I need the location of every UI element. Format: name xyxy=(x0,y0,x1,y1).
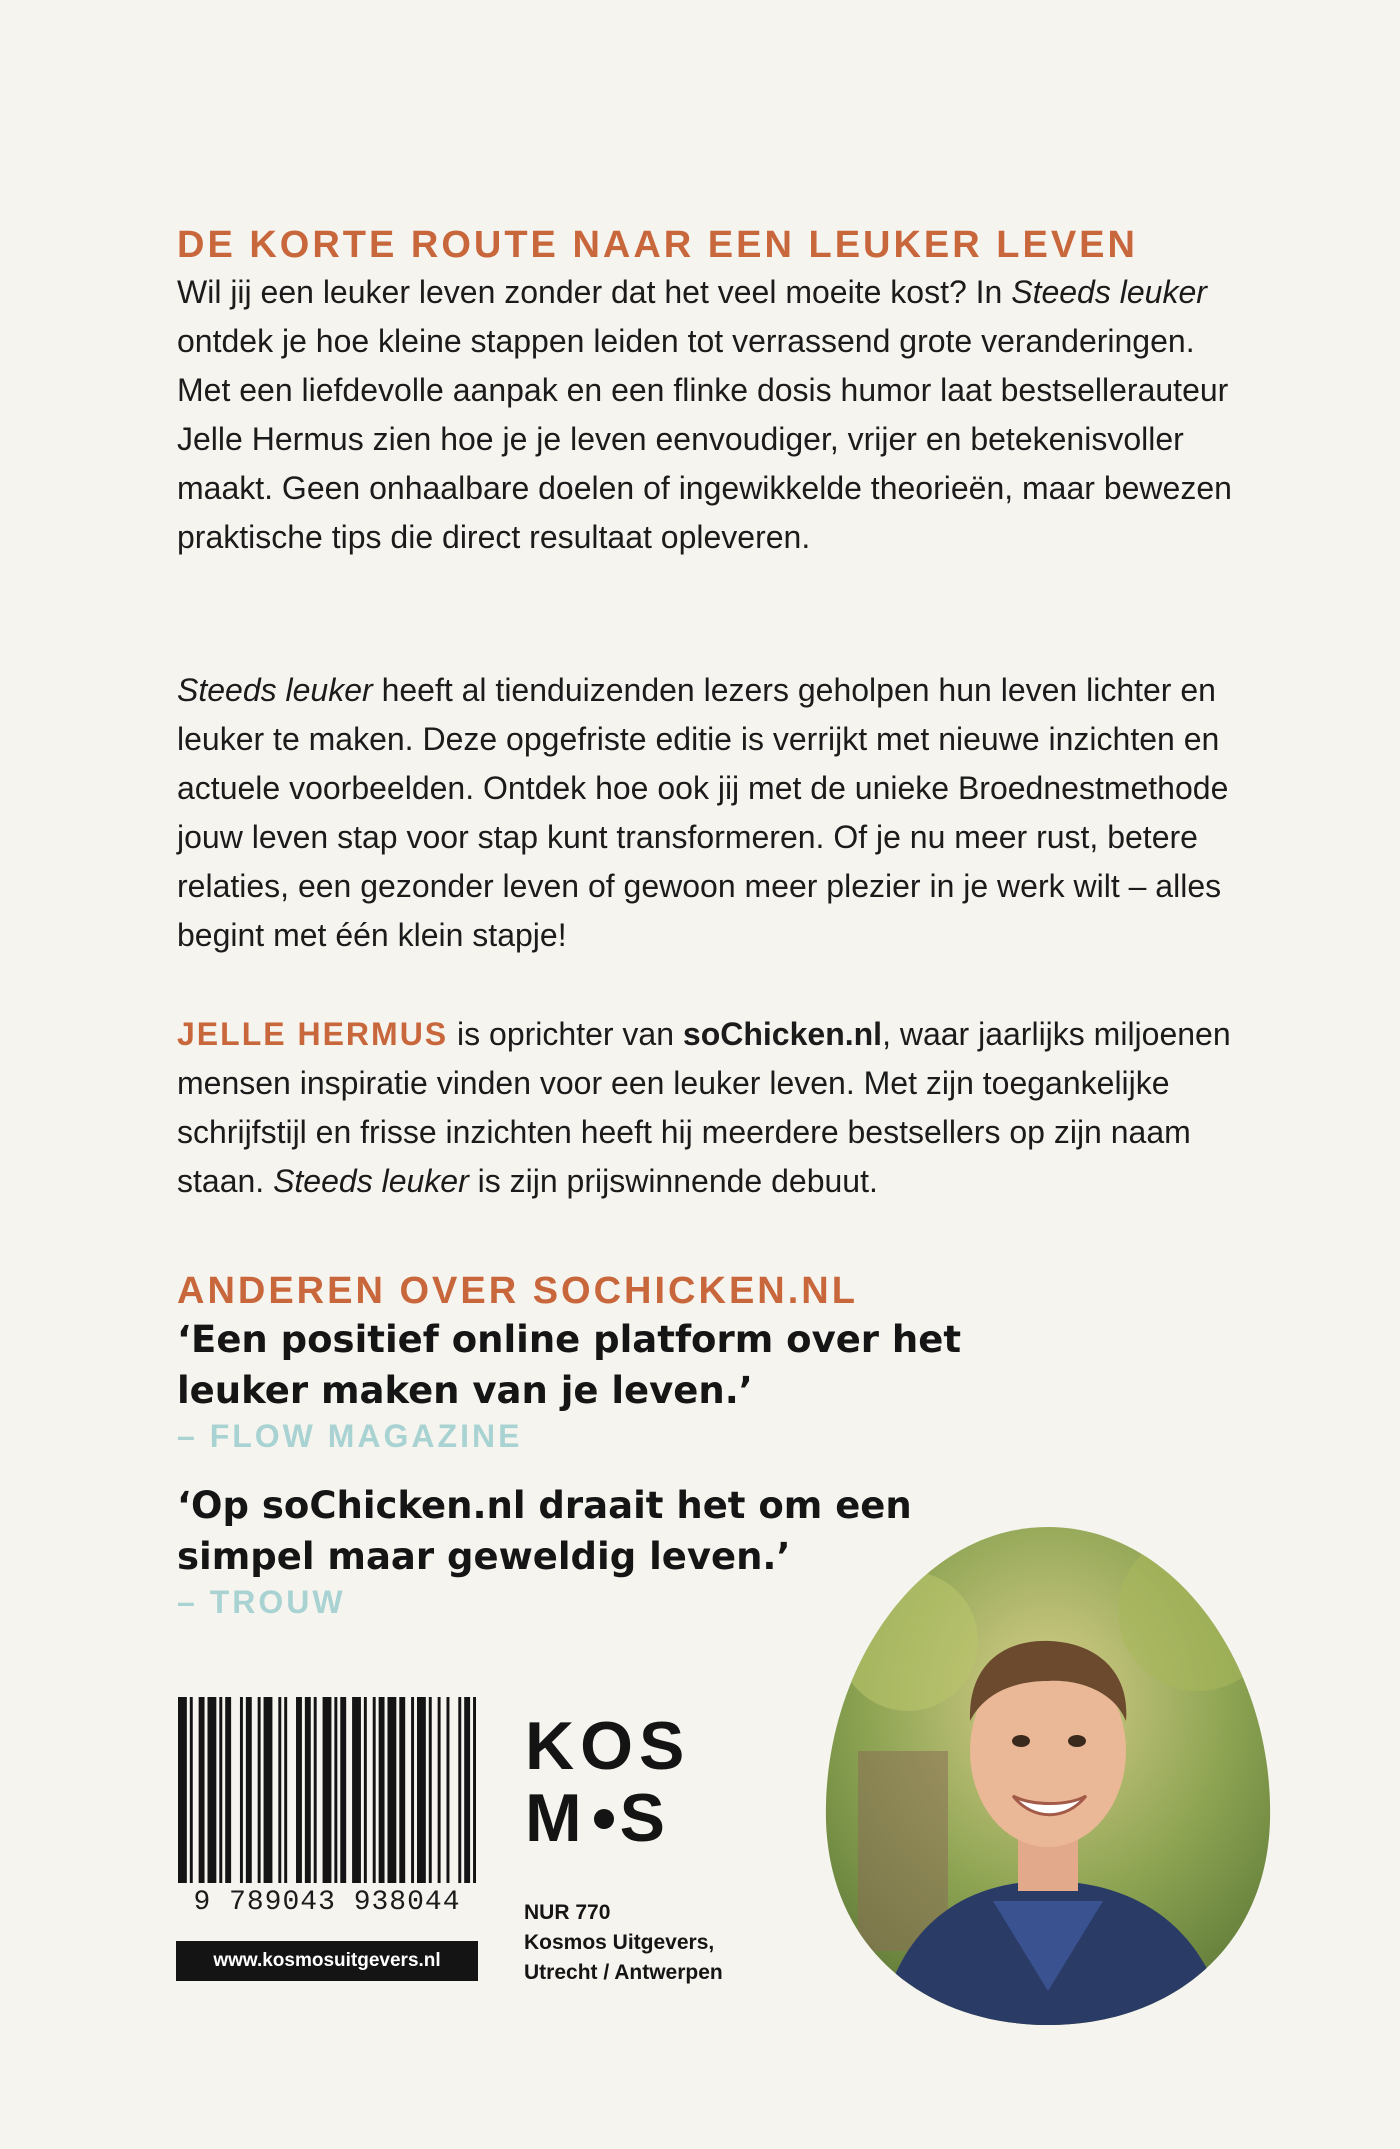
author-paragraph: JELLE HERMUS is oprichter van soChicken.nl, waar jaarlijks miljoenen mensen inspiratie vinden voor een leuker leven. Met zijn toegankelijke schrijfstijl en frisse inzichten heeft hij meerdere bestsellers op zijn naam staan. Steeds leuker is zijn prijswinnende debuut. xyxy=(177,1016,1231,1199)
intro-section xyxy=(177,222,1237,562)
barcode xyxy=(176,1697,478,1887)
publisher-name: Kosmos Uitgevers, xyxy=(524,1931,715,1954)
kosmos-logo xyxy=(525,1708,691,1856)
review-source-1: – FLOW MAGAZINE xyxy=(177,1418,523,1454)
intro-paragraph-1: Wil jij een leuker leven zonder dat het veel moeite kost? In Steeds leuker ontdek je hoe kleine stappen leiden tot verrassend grote veranderingen. Met een liefdevolle aanpak en een flinke dosis humor laat bestsellerauteur Jelle Hermus zien hoe je je leven eenvoudiger, vrijer en betekenisvoller maakt. Geen onhaalbare doelen of ingewikkelde theorieën, maar bewezen praktische tips die direct resultaat opleveren. xyxy=(177,274,1232,555)
review-source-2: – TROUW xyxy=(177,1584,346,1620)
intro-paragraph-2: Steeds leuker heeft al tienduizenden lezers geholpen hun leven lichter en leuker te maken. Deze opgefriste editie is verrijkt met nieuwe inzichten en actuele voorbeelden. Ontdek hoe ook jij met de unieke Broednestmethode jouw leven stap voor stap kunt transformeren. Of je nu meer rust, betere relaties, een gezonder leven of gewoon meer plezier in je werk wilt – alles begint met één klein stapje! xyxy=(177,672,1229,953)
intro-paragraph-2-block xyxy=(177,666,1237,960)
reviews-heading: ANDEREN OVER SOCHICKEN.NL xyxy=(177,1270,858,1312)
logo-line-2: M S xyxy=(525,1780,672,1856)
review-quote-2: ‘Op soChicken.nl draait het om een simpel maar geweldig leven.’ xyxy=(177,1484,912,1578)
intro-heading: DE KORTE ROUTE NAAR EEN LEUKER LEVEN xyxy=(177,224,1138,266)
imprint-info xyxy=(524,1898,744,1988)
nur-code: NUR 770 xyxy=(524,1901,611,1924)
review-quote-1: ‘Een positief online platform over het leuker maken van je leven.’ xyxy=(177,1318,962,1412)
logo-line-1: KOS xyxy=(525,1708,691,1784)
author-bio xyxy=(177,1010,1237,1206)
logo-dot xyxy=(594,1809,614,1829)
author-name: JELLE HERMUS xyxy=(177,1016,449,1052)
publisher-url: www.kosmosuitgevers.nl xyxy=(176,1941,478,1981)
publisher-city: Utrecht / Antwerpen xyxy=(524,1961,723,1984)
isbn-number: 9 789043 938044 xyxy=(193,1887,461,1918)
author-photo xyxy=(818,1521,1278,2031)
site-name: soChicken.nl xyxy=(682,1016,883,1052)
